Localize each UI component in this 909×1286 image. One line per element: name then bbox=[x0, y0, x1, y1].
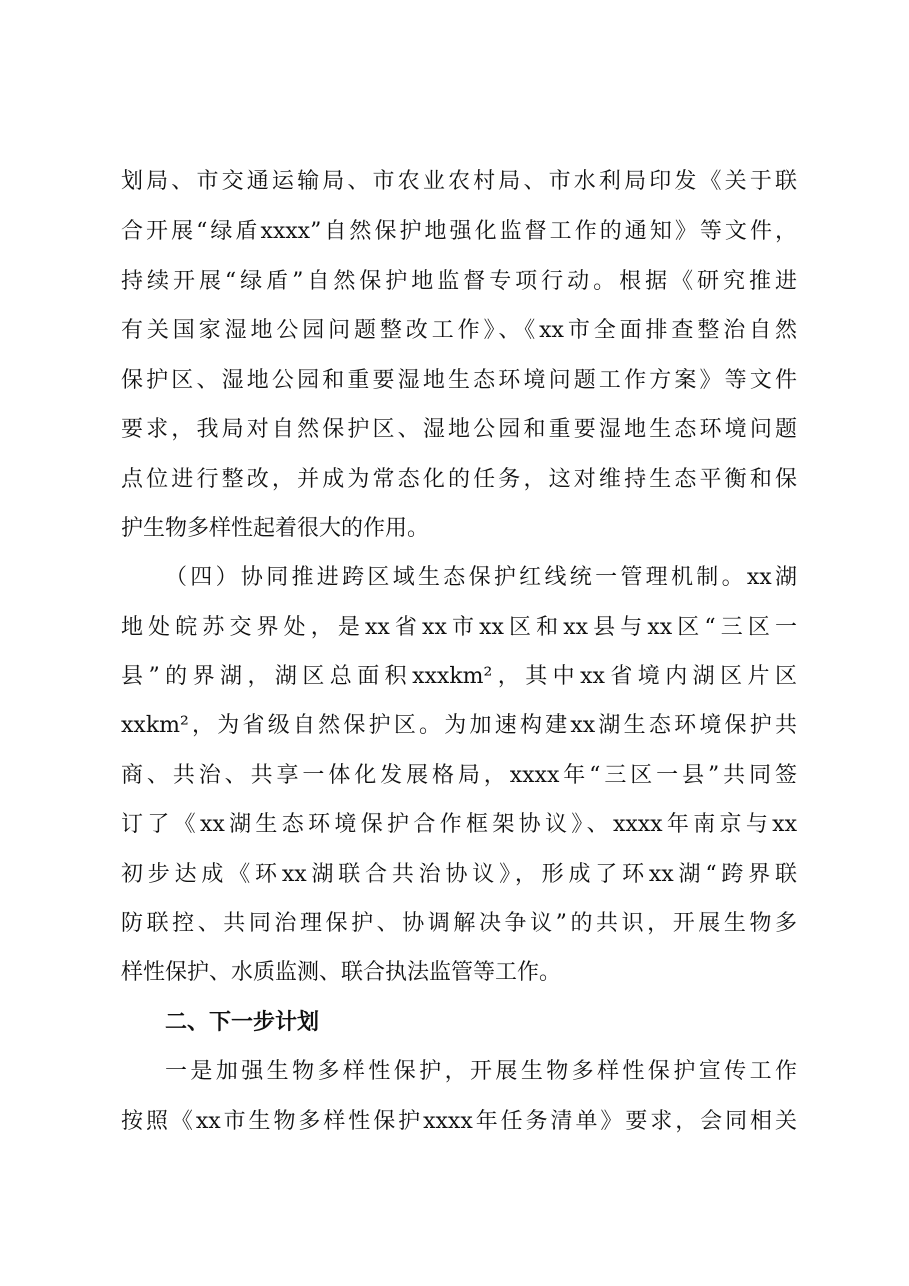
paragraph-2-line-1: （四）协同推进跨区域生态保护红线统一管理机制。xx湖 bbox=[165, 565, 797, 590]
paragraph-1-line-6: 要求，我局对自然保护区、湿地公园和重要湿地生态环境问题 bbox=[121, 417, 797, 442]
paragraph-2-line-6: 订了《xx湖生态环境保护合作框架协议》、xxxx年南京与xx bbox=[121, 812, 797, 837]
section-heading: 二、下一步计划 bbox=[165, 1010, 320, 1035]
paragraph-2-line-4: xxkm²，为省级自然保护区。为加速构建xx湖生态环境保护共 bbox=[121, 713, 797, 738]
paragraph-2-line-8: 防联控、共同治理保护、协调解决争议”的共识，开展生物多 bbox=[121, 911, 797, 936]
paragraph-3-line-2: 按照《xx市生物多样性保护xxxx年任务清单》要求，会同相关 bbox=[121, 1109, 797, 1134]
paragraph-1-line-4: 有关国家湿地公园问题整改工作》、《xx市全面排查整治自然 bbox=[121, 318, 797, 343]
paragraph-2-line-7: 初步达成《环xx湖联合共治协议》，形成了环xx湖“跨界联 bbox=[121, 862, 797, 887]
paragraph-3-line-1: 一是加强生物多样性保护，开展生物多样性保护宣传工作 bbox=[165, 1059, 797, 1084]
paragraph-1-line-7: 点位进行整改，并成为常态化的任务，这对维持生态平衡和保 bbox=[121, 467, 797, 492]
paragraph-1-line-3: 持续开展“绿盾”自然保护地监督专项行动。根据《研究推进 bbox=[121, 269, 797, 294]
paragraph-1-line-1: 划局、市交通运输局、市农业农村局、市水利局印发《关于联 bbox=[121, 169, 797, 194]
paragraph-1-line-5: 保护区、湿地公园和重要湿地生态环境问题工作方案》等文件 bbox=[121, 368, 797, 393]
paragraph-2-line-5: 商、共治、共享一体化发展格局，xxxx年“三区一县”共同签 bbox=[121, 763, 797, 788]
paragraph-2-line-3: 县”的界湖，湖区总面积xxxkm²，其中xx省境内湖区片区 bbox=[121, 664, 797, 689]
paragraph-1-line-8: 护生物多样性起着很大的作用。 bbox=[121, 516, 430, 541]
paragraph-1-line-2: 合开展“绿盾xxxx”自然保护地强化监督工作的通知》等文件， bbox=[121, 219, 797, 244]
paragraph-2-line-2: 地处皖苏交界处，是xx省xx市xx区和xx县与xx区“三区一 bbox=[121, 615, 797, 640]
paragraph-2-line-9: 样性保护、水质监测、联合执法监管等工作。 bbox=[121, 960, 562, 985]
